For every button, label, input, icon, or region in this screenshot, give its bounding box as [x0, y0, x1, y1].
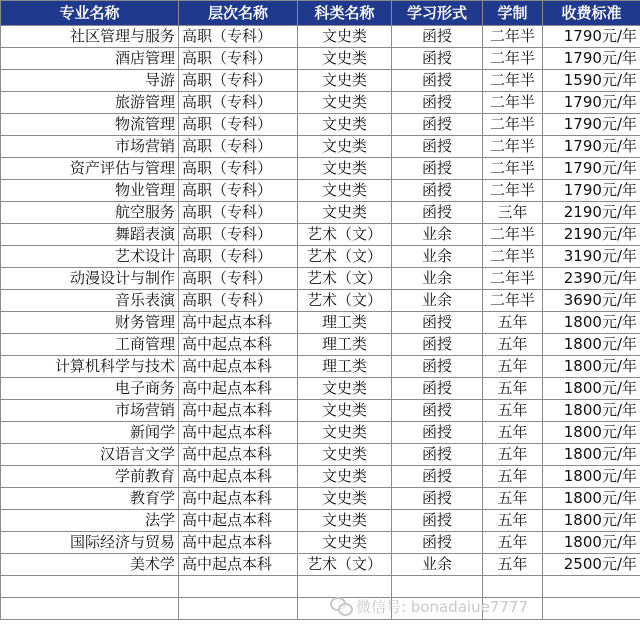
cell-fee: 1790元/年 [543, 114, 640, 136]
table-row [1, 422, 640, 444]
empty-row [1, 598, 640, 620]
cell-duration: 二年半 [483, 92, 543, 114]
cell-major: 教育学 [1, 488, 179, 510]
cell-study-mode: 函授 [392, 202, 483, 224]
cell-level: 高职（专科） [179, 158, 298, 180]
header-category: 科类名称 [298, 1, 392, 26]
cell-category: 文史类 [298, 136, 392, 158]
cell-duration: 五年 [483, 510, 543, 532]
cell-category: 文史类 [298, 114, 392, 136]
cell-fee: 1800元/年 [543, 488, 640, 510]
cell-duration: 二年半 [483, 224, 543, 246]
cell-level: 高中起点本科 [179, 488, 298, 510]
header-study-mode: 学习形式 [392, 1, 483, 26]
cell-fee: 2190元/年 [543, 202, 640, 224]
cell-study-mode: 函授 [392, 70, 483, 92]
table-row [1, 48, 640, 70]
cell-level: 高职（专科） [179, 136, 298, 158]
table-row [1, 466, 640, 488]
cell-level: 高中起点本科 [179, 422, 298, 444]
header-duration: 学制 [483, 1, 543, 26]
cell-level: 高职（专科） [179, 26, 298, 48]
cell-level: 高职（专科） [179, 224, 298, 246]
cell-major: 社区管理与服务 [1, 26, 179, 48]
cell-major: 舞蹈表演 [1, 224, 179, 246]
table-row [1, 158, 640, 180]
cell-major: 航空服务 [1, 202, 179, 224]
cell-major: 艺术设计 [1, 246, 179, 268]
table-body [1, 26, 640, 620]
watermark-text: 微信号: bonadaiue7777 [356, 597, 529, 616]
cell-fee: 1590元/年 [543, 70, 640, 92]
cell-study-mode: 业余 [392, 290, 483, 312]
cell-duration: 二年半 [483, 136, 543, 158]
cell-duration: 二年半 [483, 246, 543, 268]
cell-fee: 1790元/年 [543, 48, 640, 70]
cell-duration: 五年 [483, 422, 543, 444]
table-row [1, 92, 640, 114]
cell-duration: 五年 [483, 554, 543, 576]
header-row [1, 1, 640, 26]
cell-level: 高职（专科） [179, 48, 298, 70]
cell-duration: 五年 [483, 488, 543, 510]
empty-row [1, 576, 640, 598]
table-row [1, 70, 640, 92]
table-row [1, 378, 640, 400]
cell-fee: 1800元/年 [543, 400, 640, 422]
cell-fee: 1800元/年 [543, 356, 640, 378]
cell-level: 高中起点本科 [179, 510, 298, 532]
table-row [1, 114, 640, 136]
cell-study-mode: 业余 [392, 268, 483, 290]
table-row [1, 444, 640, 466]
cell-level: 高职（专科） [179, 202, 298, 224]
empty-cell [179, 576, 298, 598]
table-row [1, 400, 640, 422]
cell-fee: 1790元/年 [543, 180, 640, 202]
empty-cell [543, 598, 640, 620]
cell-level: 高职（专科） [179, 114, 298, 136]
table-row [1, 488, 640, 510]
cell-category: 文史类 [298, 466, 392, 488]
cell-duration: 二年半 [483, 180, 543, 202]
cell-level: 高职（专科） [179, 290, 298, 312]
cell-fee: 1800元/年 [543, 422, 640, 444]
cell-category: 文史类 [298, 48, 392, 70]
table-row [1, 312, 640, 334]
cell-fee: 1800元/年 [543, 312, 640, 334]
cell-level: 高中起点本科 [179, 356, 298, 378]
cell-study-mode: 函授 [392, 158, 483, 180]
cell-study-mode: 函授 [392, 444, 483, 466]
cell-category: 文史类 [298, 202, 392, 224]
cell-duration: 五年 [483, 356, 543, 378]
cell-duration: 五年 [483, 532, 543, 554]
cell-fee: 2390元/年 [543, 268, 640, 290]
cell-major: 电子商务 [1, 378, 179, 400]
cell-level: 高职（专科） [179, 246, 298, 268]
cell-study-mode: 函授 [392, 422, 483, 444]
cell-category: 理工类 [298, 334, 392, 356]
cell-fee: 1800元/年 [543, 510, 640, 532]
cell-major: 动漫设计与制作 [1, 268, 179, 290]
cell-major: 物流管理 [1, 114, 179, 136]
cell-fee: 1790元/年 [543, 26, 640, 48]
table-row [1, 26, 640, 48]
cell-level: 高中起点本科 [179, 466, 298, 488]
cell-fee: 1790元/年 [543, 136, 640, 158]
cell-category: 艺术（文） [298, 224, 392, 246]
cell-category: 艺术（文） [298, 268, 392, 290]
cell-study-mode: 函授 [392, 26, 483, 48]
table-row [1, 180, 640, 202]
cell-major: 财务管理 [1, 312, 179, 334]
table-row [1, 334, 640, 356]
table-row [1, 136, 640, 158]
cell-level: 高职（专科） [179, 180, 298, 202]
cell-level: 高职（专科） [179, 70, 298, 92]
cell-study-mode: 函授 [392, 488, 483, 510]
cell-fee: 3690元/年 [543, 290, 640, 312]
cell-major: 物业管理 [1, 180, 179, 202]
table-row [1, 554, 640, 576]
cell-major: 市场营销 [1, 136, 179, 158]
cell-level: 高中起点本科 [179, 554, 298, 576]
cell-study-mode: 函授 [392, 510, 483, 532]
cell-category: 艺术（文） [298, 246, 392, 268]
cell-major: 导游 [1, 70, 179, 92]
cell-major: 学前教育 [1, 466, 179, 488]
cell-fee: 1800元/年 [543, 334, 640, 356]
cell-duration: 三年 [483, 202, 543, 224]
empty-cell [179, 598, 298, 620]
cell-major: 法学 [1, 510, 179, 532]
cell-category: 文史类 [298, 488, 392, 510]
cell-major: 国际经济与贸易 [1, 532, 179, 554]
cell-category: 文史类 [298, 422, 392, 444]
cell-fee: 1790元/年 [543, 92, 640, 114]
cell-category: 文史类 [298, 510, 392, 532]
cell-level: 高中起点本科 [179, 334, 298, 356]
cell-category: 文史类 [298, 532, 392, 554]
cell-fee: 1800元/年 [543, 532, 640, 554]
header-level: 层次名称 [179, 1, 298, 26]
cell-fee: 2190元/年 [543, 224, 640, 246]
cell-study-mode: 函授 [392, 356, 483, 378]
cell-major: 新闻学 [1, 422, 179, 444]
cell-study-mode: 函授 [392, 48, 483, 70]
cell-category: 艺术（文） [298, 554, 392, 576]
cell-duration: 二年半 [483, 48, 543, 70]
table-row [1, 224, 640, 246]
cell-study-mode: 函授 [392, 312, 483, 334]
cell-fee: 3190元/年 [543, 246, 640, 268]
cell-category: 文史类 [298, 26, 392, 48]
table-row [1, 268, 640, 290]
cell-level: 高职（专科） [179, 92, 298, 114]
cell-fee: 1790元/年 [543, 158, 640, 180]
cell-duration: 五年 [483, 312, 543, 334]
table-row [1, 246, 640, 268]
cell-level: 高中起点本科 [179, 400, 298, 422]
cell-category: 文史类 [298, 378, 392, 400]
cell-major: 资产评估与管理 [1, 158, 179, 180]
cell-study-mode: 业余 [392, 554, 483, 576]
empty-cell [392, 598, 483, 620]
cell-duration: 五年 [483, 466, 543, 488]
cell-category: 艺术（文） [298, 290, 392, 312]
cell-level: 高职（专科） [179, 268, 298, 290]
cell-category: 文史类 [298, 400, 392, 422]
cell-major: 酒店管理 [1, 48, 179, 70]
cell-major: 音乐表演 [1, 290, 179, 312]
cell-level: 高中起点本科 [179, 312, 298, 334]
cell-study-mode: 函授 [392, 92, 483, 114]
cell-major: 市场营销 [1, 400, 179, 422]
empty-cell [483, 598, 543, 620]
cell-level: 高中起点本科 [179, 532, 298, 554]
empty-cell [483, 576, 543, 598]
cell-duration: 五年 [483, 400, 543, 422]
cell-fee: 2500元/年 [543, 554, 640, 576]
cell-duration: 二年半 [483, 114, 543, 136]
cell-study-mode: 函授 [392, 136, 483, 158]
cell-duration: 五年 [483, 334, 543, 356]
empty-cell [1, 576, 179, 598]
cell-major: 旅游管理 [1, 92, 179, 114]
cell-duration: 二年半 [483, 158, 543, 180]
table-row [1, 510, 640, 532]
table-row [1, 290, 640, 312]
empty-cell [392, 576, 483, 598]
cell-study-mode: 函授 [392, 334, 483, 356]
table-row [1, 532, 640, 554]
cell-duration: 二年半 [483, 290, 543, 312]
cell-study-mode: 函授 [392, 378, 483, 400]
cell-duration: 五年 [483, 378, 543, 400]
cell-study-mode: 函授 [392, 532, 483, 554]
cell-level: 高中起点本科 [179, 444, 298, 466]
cell-study-mode: 函授 [392, 180, 483, 202]
table-header [1, 1, 640, 26]
cell-study-mode: 函授 [392, 400, 483, 422]
cell-study-mode: 函授 [392, 466, 483, 488]
cell-duration: 二年半 [483, 26, 543, 48]
cell-category: 文史类 [298, 158, 392, 180]
cell-duration: 二年半 [483, 268, 543, 290]
empty-cell [298, 576, 392, 598]
cell-major: 计算机科学与技术 [1, 356, 179, 378]
cell-study-mode: 业余 [392, 246, 483, 268]
empty-cell [543, 576, 640, 598]
header-major: 专业名称 [1, 1, 179, 26]
cell-duration: 五年 [483, 444, 543, 466]
cell-category: 文史类 [298, 92, 392, 114]
header-fee: 收费标准 [543, 1, 640, 26]
cell-study-mode: 函授 [392, 114, 483, 136]
table-row [1, 202, 640, 224]
cell-category: 理工类 [298, 356, 392, 378]
cell-category: 理工类 [298, 312, 392, 334]
cell-category: 文史类 [298, 70, 392, 92]
cell-major: 美术学 [1, 554, 179, 576]
cell-fee: 1800元/年 [543, 378, 640, 400]
cell-fee: 1800元/年 [543, 466, 640, 488]
table-row [1, 356, 640, 378]
cell-fee: 1800元/年 [543, 444, 640, 466]
cell-category: 文史类 [298, 180, 392, 202]
cell-category: 文史类 [298, 444, 392, 466]
cell-level: 高中起点本科 [179, 378, 298, 400]
empty-cell [1, 598, 179, 620]
cell-study-mode: 业余 [392, 224, 483, 246]
cell-major: 汉语言文学 [1, 444, 179, 466]
cell-duration: 二年半 [483, 70, 543, 92]
cell-major: 工商管理 [1, 334, 179, 356]
empty-cell [298, 598, 392, 620]
